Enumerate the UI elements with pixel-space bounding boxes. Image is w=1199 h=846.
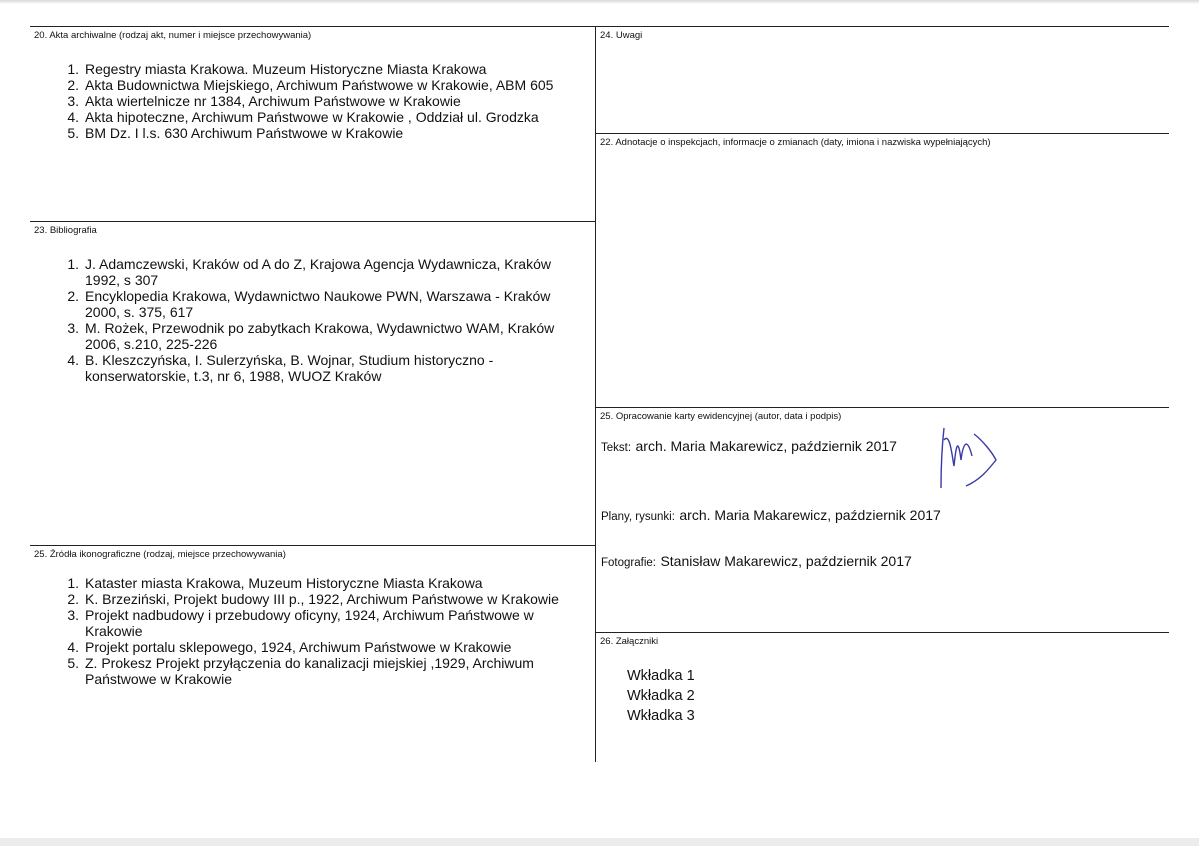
list-item: 5. BM Dz. I l.s. 630 Archiwum Państwowe w Krakowie bbox=[67, 125, 404, 141]
list-item: 2. K. Brzeziński, Projekt budowy III p., 1922, Archiwum Państwowe w Krakowie bbox=[67, 591, 559, 607]
form-column-divider bbox=[595, 26, 596, 762]
scan-bottom-edge bbox=[0, 838, 1199, 846]
plany-value: arch. Maria Makarewicz, październik 2017 bbox=[679, 507, 941, 523]
sec22-label: 22. Adnotacje o inspekcjach, informacje o zmianach (daty, imiona i nazwiska wypełniających) bbox=[600, 137, 991, 148]
signature-image bbox=[930, 426, 1010, 496]
attachment-item: Wkładka 2 bbox=[627, 688, 695, 704]
list-item: 3. Projekt nadbudowy i przebudowy oficyny, 1924, Archiwum Państwowe w Krakowie bbox=[67, 607, 534, 639]
foto-value: Stanisław Makarewicz, październik 2017 bbox=[660, 553, 912, 569]
sec25b-list bbox=[67, 575, 593, 687]
list-item: 4. B. Kleszczyńska, I. Sulerzyńska, B. Wojnar, Studium historyczno - konserwatorskie, t.3, nr 6, 1988, WUOZ Kraków bbox=[67, 352, 494, 384]
list-item: 3. M. Rożek, Przewodnik po zabytkach Krakowa, Wydawnictwo WAM, Kraków 2006, s.210, 225-226 bbox=[67, 320, 555, 352]
sec20-label: 20. Akta archiwalne (rodzaj akt, numer i miejsce przechowywania) bbox=[34, 30, 312, 41]
divider-sec25b bbox=[30, 545, 595, 546]
sec23-list bbox=[67, 256, 565, 384]
sec26-label: 26. Załączniki bbox=[600, 636, 659, 647]
list-item: 4. Projekt portalu sklepowego, 1924, Archiwum Państwowe w Krakowie bbox=[67, 639, 512, 655]
plany-label: Plany, rysunki: bbox=[601, 511, 675, 523]
attachment-item: Wkładka 3 bbox=[627, 708, 695, 724]
tekst-value: arch. Maria Makarewicz, październik 2017 bbox=[635, 438, 897, 454]
divider-sec22 bbox=[596, 133, 1169, 134]
list-item: 2. Akta Budownictwa Miejskiego, Archiwum Państwowe w Krakowie, ABM 605 bbox=[67, 77, 554, 93]
sec20-list bbox=[67, 61, 590, 141]
foto-line bbox=[601, 553, 912, 571]
list-item: 5. Z. Prokesz Projekt przyłączenia do kanalizacji miejskiej ,1929, Archiwum Państwowe w Krakowie bbox=[67, 655, 534, 687]
foto-label: Fotografie: bbox=[601, 557, 656, 569]
list-item: 1. J. Adamczewski, Kraków od A do Z, Krajowa Agencja Wydawnicza, Kraków 1992, s 307 bbox=[67, 256, 551, 288]
list-item: 1. Kataster miasta Krakowa, Muzeum Historyczne Miasta Krakowa bbox=[67, 575, 483, 591]
list-item: 1. Regestry miasta Krakowa. Muzeum Historyczne Miasta Krakowa bbox=[67, 61, 487, 77]
attachment-item: Wkładka 1 bbox=[627, 668, 695, 684]
list-item: 2. Encyklopedia Krakowa, Wydawnictwo Naukowe PWN, Warszawa - Kraków 2000, s. 375, 617 bbox=[67, 288, 551, 320]
divider-sec26 bbox=[596, 632, 1169, 633]
divider-sec25a bbox=[596, 407, 1169, 408]
list-item: 3. Akta wiertelnicze nr 1384, Archiwum Państwowe w Krakowie bbox=[67, 93, 461, 109]
sec24-label: 24. Uwagi bbox=[600, 30, 643, 41]
divider-sec23 bbox=[30, 221, 595, 222]
tekst-label: Tekst: bbox=[601, 442, 632, 454]
sec23-label: 23. Bibliografia bbox=[34, 225, 97, 236]
tekst-line bbox=[601, 438, 897, 456]
sec25b-label: 25. Źródła ikonograficzne (rodzaj, miejsce przechowywania) bbox=[34, 549, 286, 560]
form-top-border bbox=[30, 26, 1169, 27]
list-item: 4. Akta hipoteczne, Archiwum Państwowe w Krakowie , Oddział ul. Grodzka bbox=[67, 109, 539, 125]
plany-line bbox=[601, 507, 941, 525]
scan-top-edge bbox=[0, 0, 1199, 4]
sec25a-label: 25. Opracowanie karty ewidencyjnej (autor, data i podpis) bbox=[600, 411, 842, 422]
